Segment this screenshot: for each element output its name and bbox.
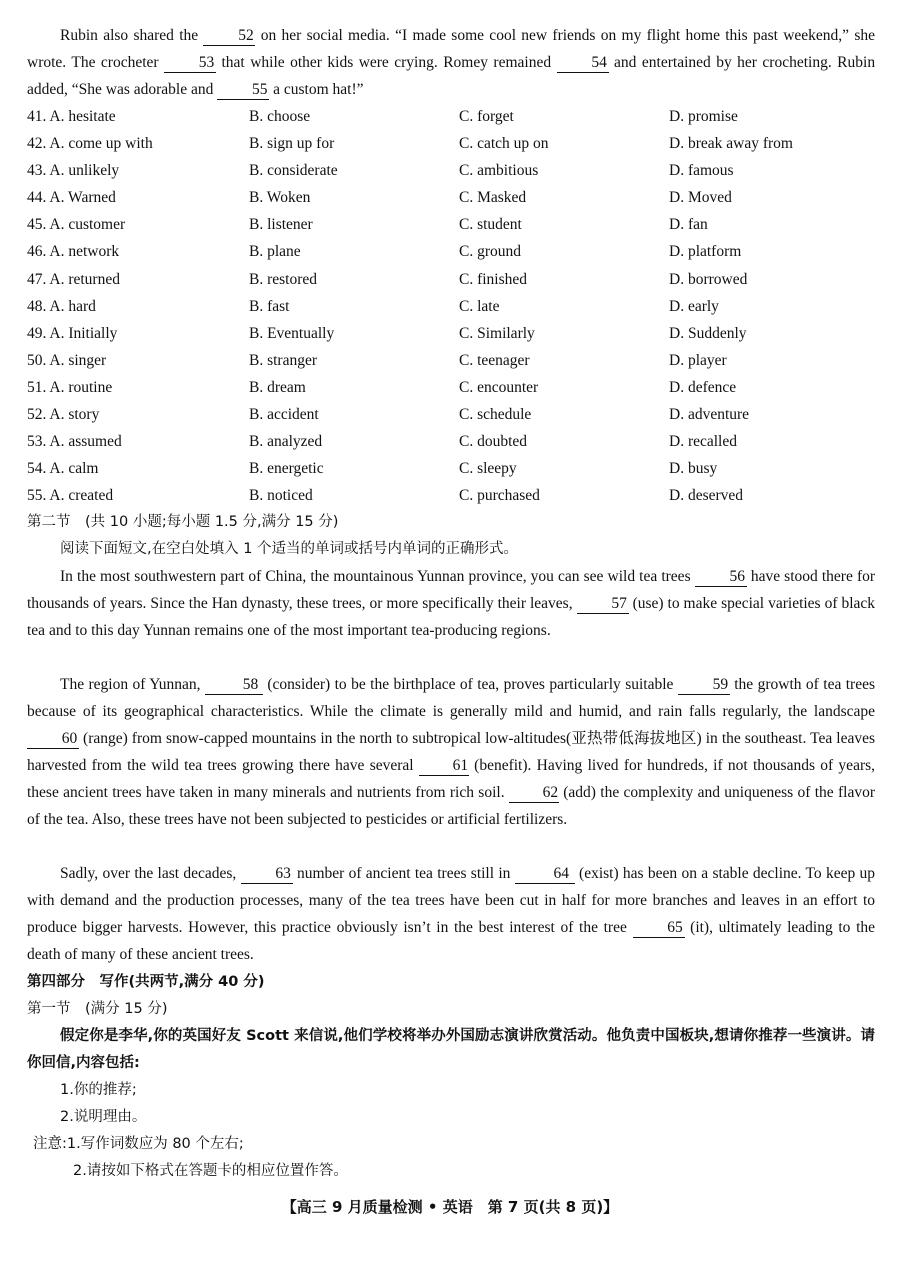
option-b: B. considerate xyxy=(249,162,338,180)
option-b: B. choose xyxy=(249,108,311,125)
part-heading: 第四部分 写作(共两节,满分 40 分) xyxy=(27,974,265,990)
blank-62: 62 xyxy=(509,784,559,803)
option-d: D. Moved xyxy=(669,189,732,207)
blank-59: 59 xyxy=(678,676,730,695)
option-c: C. teenager xyxy=(459,351,530,369)
option-a: 47. A. returned xyxy=(27,270,120,288)
requirement-2: 2.说明理由。 xyxy=(60,1109,147,1125)
writing-prompt: 假定你是李华,你的英国好友 Scott 来信说,他们学校将举办外国励志演讲欣赏活动。他负责中国板块,想请你推荐一些演讲。请你回信,内容包括: xyxy=(27,1028,875,1071)
passage-text: number of ancient tea trees still in xyxy=(296,865,511,882)
passage-ending xyxy=(27,22,875,103)
option-b: B. fast xyxy=(249,297,290,315)
passage-text: and xyxy=(614,54,637,71)
option-row xyxy=(27,374,875,401)
option-d: D. promise xyxy=(669,108,738,125)
option-row xyxy=(27,238,875,265)
option-d: D. busy xyxy=(669,460,718,478)
section-heading: 第二节 (共 10 小题;每小题 1.5 分,满分 15 分) xyxy=(27,514,339,530)
passage-text: (use) to make special varieties of black tea and to this day Yunnan remains one of the most important tea-producing regions. xyxy=(27,595,876,639)
blank-52: 52 xyxy=(203,27,255,46)
option-b: B. analyzed xyxy=(249,433,323,451)
option-c: C. ambitious xyxy=(459,162,539,180)
option-a: 55. A. created xyxy=(27,487,114,505)
option-d: D. adventure xyxy=(669,406,750,424)
passage-text: Sadly, over the last decades, xyxy=(60,865,237,882)
passage-text: (benefit). Having lived for hundreds, if not thousands of years, these ancient trees have taken in many minerals and nutrients from rich soil. xyxy=(27,757,876,801)
option-d: D. early xyxy=(669,297,719,315)
blank-60: 60 xyxy=(27,730,79,749)
passage-text: (consider) to be the birthplace of tea, proves particularly suitable xyxy=(267,676,674,693)
option-d: D. famous xyxy=(669,162,734,180)
option-row xyxy=(27,130,875,157)
passage-text: the growth of tea trees because of its geographical characteristics. While the climate is generally mild and humid, and rain falls regularly, the landscape xyxy=(27,676,876,720)
option-c: C. late xyxy=(459,297,500,315)
tea-paragraph-3 xyxy=(27,860,875,968)
option-b: B. energetic xyxy=(249,460,324,478)
page-footer: 【高三 9 月质量检测 • 英语 第 7 页(共 8 页)】 xyxy=(281,1198,619,1216)
option-d: D. Suddenly xyxy=(669,324,747,342)
blank-58: 58 xyxy=(205,676,263,695)
blank-64: 64 xyxy=(515,865,575,884)
option-d: D. deserved xyxy=(669,487,744,505)
passage-text: that while other kids were crying. Romey remained xyxy=(221,54,552,71)
option-a: 49. A. Initially xyxy=(27,324,118,342)
option-row xyxy=(27,428,875,455)
option-d: D. fan xyxy=(669,216,708,234)
option-c: C. Masked xyxy=(459,189,527,207)
option-d: D. platform xyxy=(669,243,742,261)
option-c: C. finished xyxy=(459,270,528,288)
option-b: B. stranger xyxy=(249,351,318,369)
tea-paragraph-1 xyxy=(27,563,875,644)
option-a: 44. A. Warned xyxy=(27,189,116,207)
option-b: B. listener xyxy=(249,216,313,234)
option-row xyxy=(27,347,875,374)
option-c: C. schedule xyxy=(459,406,532,424)
option-row xyxy=(27,266,875,293)
options-table xyxy=(27,103,875,509)
option-a: 43. A. unlikely xyxy=(27,162,120,180)
blank-54: 54 xyxy=(557,54,609,73)
blank-63: 63 xyxy=(241,865,293,884)
blank-61: 61 xyxy=(419,757,469,776)
option-d: D. break away from xyxy=(669,135,793,153)
passage-text: (range) from snow-capped mountains in the north to subtropical low-altitudes(亚热带低海拔地区) in the southeast. Tea leaves harvested from the wild tea trees growing there have several xyxy=(27,730,875,774)
passage-text: have stood there for thousands of years. Since the Han dynasty, these trees, or more specifically their leaves, xyxy=(27,568,876,612)
passage-text: (add) the complexity and uniqueness of the flavor of the tea. Also, these trees have not been subjected to pesticides or artificial fertilizers. xyxy=(27,784,876,828)
section-instruction: 阅读下面短文,在空白处填入 1 个适当的单词或括号内单词的正确形式。 xyxy=(60,541,519,557)
option-a: 50. A. singer xyxy=(27,351,107,369)
option-row xyxy=(27,103,875,130)
option-b: B. restored xyxy=(249,270,318,288)
option-row xyxy=(27,293,875,320)
passage-text: (exist) has been on a stable decline. To keep up with demand and the production processes, many of the tea trees have been cut in half for more branches and leaves in an effort to produce bigger harvests. However, this practice obviously isn’t in the best interest of the tree xyxy=(27,865,876,936)
option-row xyxy=(27,455,875,482)
option-c: C. sleepy xyxy=(459,460,517,478)
blank-56: 56 xyxy=(695,568,747,587)
blank-65: 65 xyxy=(633,919,685,938)
passage-text: (it), ultimately leading to the death of many of these ancient trees. xyxy=(27,919,876,963)
passage-text: past weekend,” she wrote. The crocheter xyxy=(27,27,875,71)
option-d: D. defence xyxy=(669,378,737,396)
option-row xyxy=(27,320,875,347)
option-row xyxy=(27,482,875,509)
option-b: B. noticed xyxy=(249,487,313,505)
option-a: 42. A. come up with xyxy=(27,135,153,153)
option-a: 51. A. routine xyxy=(27,378,113,396)
option-row xyxy=(27,211,875,238)
option-a: 52. A. story xyxy=(27,406,100,424)
option-a: 45. A. customer xyxy=(27,216,126,234)
option-c: C. ground xyxy=(459,243,521,261)
option-d: D. borrowed xyxy=(669,270,748,288)
option-row xyxy=(27,401,875,428)
option-c: C. student xyxy=(459,216,522,234)
option-c: C. catch up on xyxy=(459,135,549,153)
passage-text: a custom hat!” xyxy=(273,81,364,98)
option-b: B. accident xyxy=(249,406,319,424)
requirement-1: 1.你的推荐; xyxy=(60,1082,137,1098)
option-a: 46. A. network xyxy=(27,243,120,261)
option-a: 41. A. hesitate xyxy=(27,108,116,125)
option-a: 53. A. assumed xyxy=(27,433,122,451)
blank-55: 55 xyxy=(217,81,269,100)
option-c: C. Similarly xyxy=(459,324,535,342)
option-a: 54. A. calm xyxy=(27,460,99,478)
note-2: 2.请按如下格式在答题卡的相应位置作答。 xyxy=(73,1163,348,1179)
option-d: D. recalled xyxy=(669,433,737,451)
blank-57: 57 xyxy=(577,595,629,614)
passage-text: entertained by her crocheting. Rubin added, “She was adorable and xyxy=(27,54,876,98)
passage-text: on her social media. “I made some cool new friends on my flight home this xyxy=(260,27,748,44)
option-b: B. plane xyxy=(249,243,301,261)
passage-text: The region of Yunnan, xyxy=(60,676,201,693)
option-c: C. purchased xyxy=(459,487,540,505)
option-row xyxy=(27,184,875,211)
option-b: B. Woken xyxy=(249,189,311,207)
subsection-heading: 第一节 (满分 15 分) xyxy=(27,1001,168,1017)
option-b: B. dream xyxy=(249,378,306,396)
option-c: C. forget xyxy=(459,108,514,125)
option-a: 48. A. hard xyxy=(27,297,96,315)
option-d: D. player xyxy=(669,351,727,369)
option-c: C. doubted xyxy=(459,433,528,451)
note-1: 注意:1.写作词数应为 80 个左右; xyxy=(33,1136,244,1152)
passage-text: In the most southwestern part of China, the mountainous Yunnan province, you can see wild tea trees xyxy=(60,568,691,585)
option-row xyxy=(27,157,875,184)
tea-paragraph-2 xyxy=(27,671,875,833)
option-b: B. sign up for xyxy=(249,135,335,153)
option-b: B. Eventually xyxy=(249,324,335,342)
blank-53: 53 xyxy=(164,54,216,73)
passage-text: Rubin also shared the xyxy=(60,27,199,44)
option-c: C. encounter xyxy=(459,378,539,396)
